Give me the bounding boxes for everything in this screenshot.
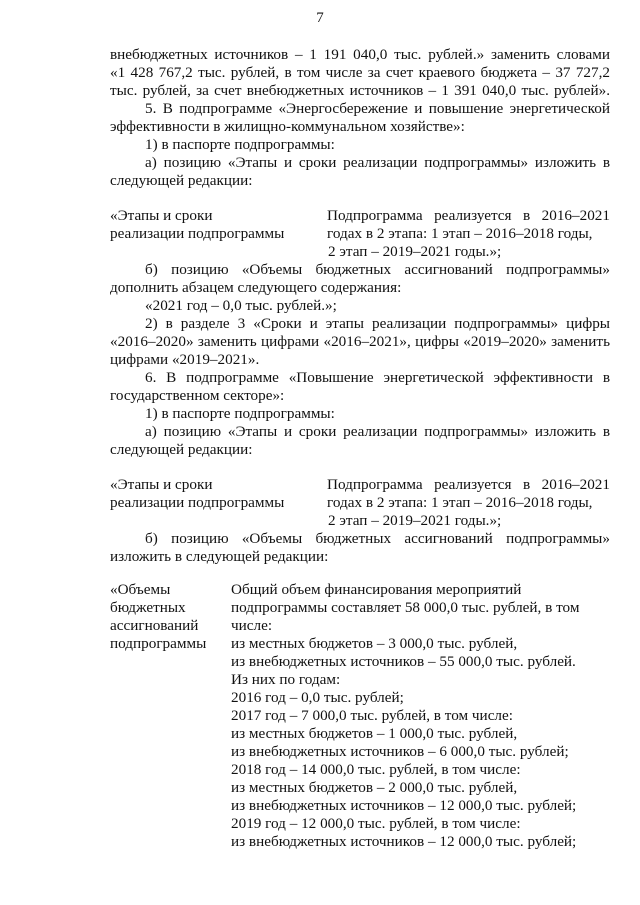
paragraph-line: а) позицию «Этапы и сроки реализации подпрограммы» изложить в bbox=[145, 423, 610, 440]
table-value: числе: bbox=[231, 617, 273, 634]
table-value: Подпрограмма реализуется в 2016–2021 bbox=[327, 207, 610, 224]
table-value: 2 этап – 2019–2021 годы.»; bbox=[328, 243, 502, 260]
paragraph-line: «2016–2020» заменить цифрами «2016–2021», цифры «2019–2020» заменить bbox=[110, 333, 610, 350]
table-label: «Объемы bbox=[110, 581, 171, 598]
table-value: подпрограммы составляет 58 000,0 тыс. рублей, в том bbox=[231, 599, 580, 616]
paragraph-line: б) позицию «Объемы бюджетных ассигнований подпрограммы» bbox=[145, 261, 610, 278]
paragraph-line: «2021 год – 0,0 тыс. рублей.»; bbox=[145, 297, 337, 314]
paragraph-line: цифрами «2019–2021». bbox=[110, 351, 260, 368]
paragraph-line: следующей редакции: bbox=[110, 172, 253, 189]
table-value: годах в 2 этапа: 1 этап – 2016–2018 годы, bbox=[327, 494, 593, 511]
table-label: ассигнований bbox=[110, 617, 199, 634]
paragraph-line: 6. В подпрограмме «Повышение энергетической эффективности в bbox=[145, 369, 610, 386]
paragraph-line: государственном секторе»: bbox=[110, 387, 285, 404]
table-value: из местных бюджетов – 3 000,0 тыс. рублей, bbox=[231, 635, 518, 652]
table-value: Из них по годам: bbox=[231, 671, 341, 688]
table-label: реализации подпрограммы bbox=[110, 494, 285, 511]
table-value: 2017 год – 7 000,0 тыс. рублей, в том числе: bbox=[231, 707, 513, 724]
paragraph-line: эффективности в жилищно-коммунальном хозяйстве»: bbox=[110, 118, 465, 135]
table-value: Подпрограмма реализуется в 2016–2021 bbox=[327, 476, 610, 493]
table-label: «Этапы и сроки bbox=[110, 207, 213, 224]
table-label: бюджетных bbox=[110, 599, 186, 616]
paragraph-line: следующей редакции: bbox=[110, 441, 253, 458]
table-value: Общий объем финансирования мероприятий bbox=[231, 581, 522, 598]
table-label: реализации подпрограммы bbox=[110, 225, 285, 242]
paragraph-line: 1) в паспорте подпрограммы: bbox=[145, 405, 335, 422]
page-number: 7 bbox=[316, 10, 324, 26]
table-value: 2 этап – 2019–2021 годы.»; bbox=[328, 512, 502, 529]
table-label: подпрограммы bbox=[110, 635, 207, 652]
paragraph-line: изложить в следующей редакции: bbox=[110, 548, 329, 565]
paragraph-line: 5. В подпрограмме «Энергосбережение и повышение энергетической bbox=[145, 100, 610, 117]
paragraph-line: «1 428 767,2 тыс. рублей, в том числе за счет краевого бюджета – 37 727,2 bbox=[110, 64, 610, 81]
table-value: из внебюджетных источников – 6 000,0 тыс. рублей; bbox=[231, 743, 569, 760]
table-value: из внебюджетных источников – 55 000,0 тыс. рублей. bbox=[231, 653, 576, 670]
table-value: 2016 год – 0,0 тыс. рублей; bbox=[231, 689, 404, 706]
table-value: из внебюджетных источников – 12 000,0 тыс. рублей; bbox=[231, 797, 577, 814]
paragraph-line: тыс. рублей, за счет внебюджетных источников – 1 391 040,0 тыс. рублей». bbox=[110, 82, 610, 99]
table-value: 2018 год – 14 000,0 тыс. рублей, в том числе: bbox=[231, 761, 521, 778]
table-value: 2019 год – 12 000,0 тыс. рублей, в том числе: bbox=[231, 815, 521, 832]
table-value: из внебюджетных источников – 12 000,0 тыс. рублей; bbox=[231, 833, 577, 850]
table-value: из местных бюджетов – 2 000,0 тыс. рублей, bbox=[231, 779, 518, 796]
paragraph-line: внебюджетных источников – 1 191 040,0 тыс. рублей.» заменить словами bbox=[110, 46, 610, 63]
paragraph-line: 2) в разделе 3 «Сроки и этапы реализации подпрограммы» цифры bbox=[145, 315, 610, 332]
table-value: из местных бюджетов – 1 000,0 тыс. рублей, bbox=[231, 725, 518, 742]
table-value: годах в 2 этапа: 1 этап – 2016–2018 годы, bbox=[327, 225, 593, 242]
paragraph-line: а) позицию «Этапы и сроки реализации подпрограммы» изложить в bbox=[145, 154, 610, 171]
table-label: «Этапы и сроки bbox=[110, 476, 213, 493]
paragraph-line: дополнить абзацем следующего содержания: bbox=[110, 279, 402, 296]
paragraph-line: б) позицию «Объемы бюджетных ассигнований подпрограммы» bbox=[145, 530, 610, 547]
paragraph-line: 1) в паспорте подпрограммы: bbox=[145, 136, 335, 153]
